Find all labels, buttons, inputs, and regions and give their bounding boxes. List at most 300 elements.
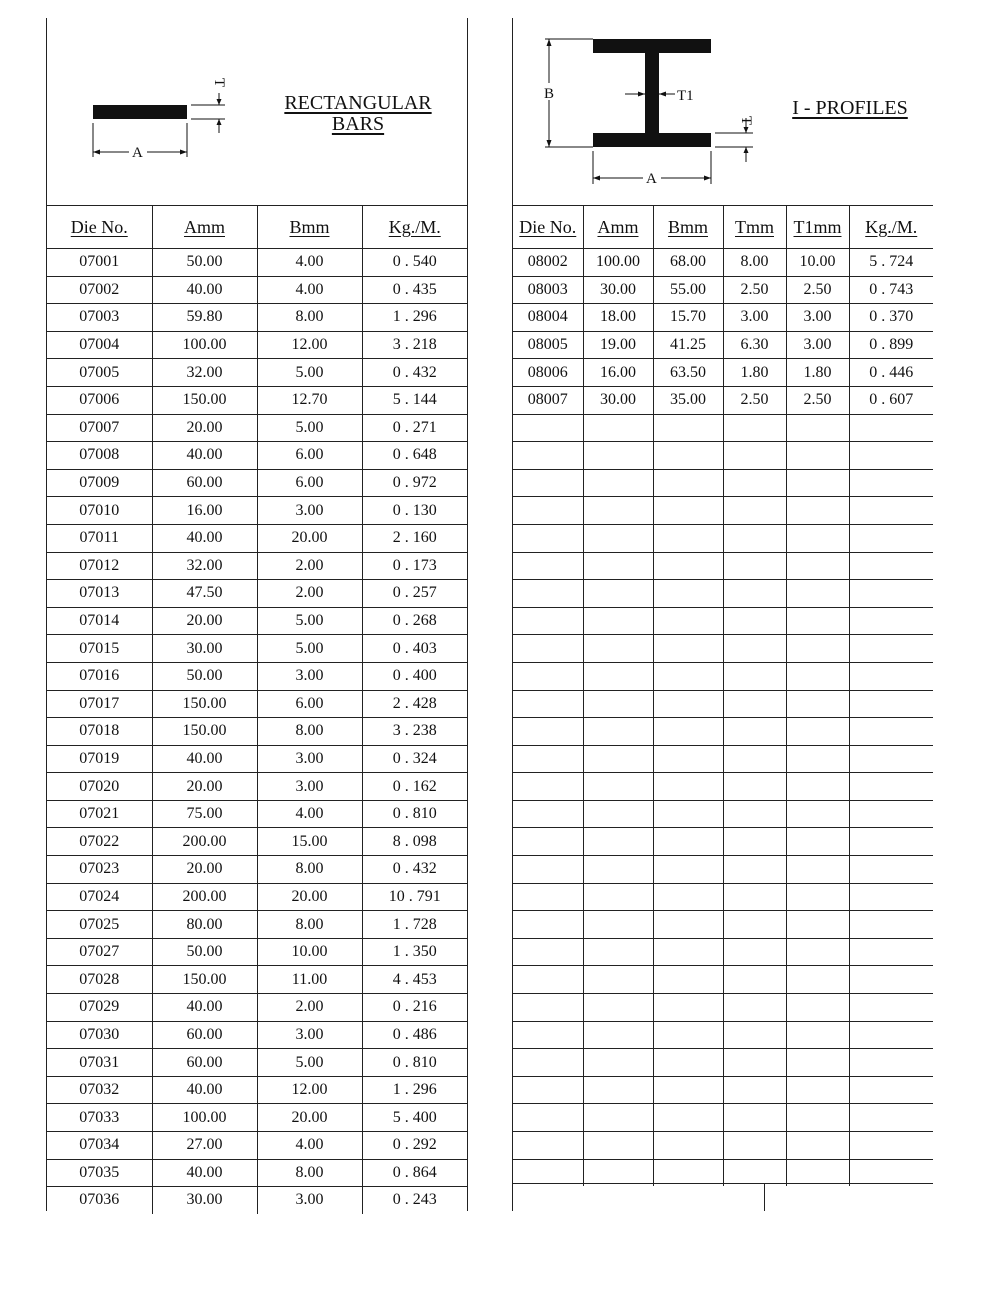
empty-cell (849, 938, 933, 966)
table-cell: 07033 (47, 1104, 152, 1132)
empty-row (513, 828, 933, 856)
table-cell: 16.00 (583, 359, 653, 387)
empty-cell (849, 469, 933, 497)
empty-row (513, 773, 933, 801)
i-profiles-panel (512, 18, 933, 1211)
table-row (47, 690, 467, 718)
table-cell: 8.00 (257, 1159, 362, 1187)
empty-cell (786, 1076, 849, 1104)
table-cell: 18.00 (583, 304, 653, 332)
empty-cell (723, 883, 786, 911)
table-row (47, 386, 467, 414)
empty-cell (583, 580, 653, 608)
empty-cell (723, 938, 786, 966)
empty-cell (723, 497, 786, 525)
table-row (47, 1132, 467, 1160)
table-cell: 55.00 (653, 276, 723, 304)
dim-label-t1: T1 (677, 88, 694, 104)
table-cell: 40.00 (152, 442, 257, 470)
table-cell: 07015 (47, 635, 152, 663)
table-cell: 6.00 (257, 690, 362, 718)
empty-cell (653, 414, 723, 442)
empty-cell (583, 1049, 653, 1077)
table-cell: 30.00 (583, 276, 653, 304)
column-header: Die No. (47, 206, 152, 249)
table-cell: 07020 (47, 773, 152, 801)
empty-cell (723, 1132, 786, 1160)
dim-label-t: T (211, 78, 227, 88)
column-header: Amm (583, 206, 653, 249)
empty-cell (786, 497, 849, 525)
table-cell: 3.00 (257, 773, 362, 801)
empty-cell (583, 635, 653, 663)
empty-cell (583, 552, 653, 580)
table-row (47, 1159, 467, 1187)
table-cell: 60.00 (152, 1049, 257, 1077)
table-cell: 20.00 (152, 773, 257, 801)
table-cell: 50.00 (152, 662, 257, 690)
table-cell: 0 . 173 (362, 552, 467, 580)
empty-cell (786, 1049, 849, 1077)
table-cell: 8.00 (723, 249, 786, 277)
table-cell: 3 . 218 (362, 331, 467, 359)
empty-cell (786, 856, 849, 884)
empty-cell (786, 690, 849, 718)
table-cell: 20.00 (152, 856, 257, 884)
table-cell: 0 . 743 (849, 276, 933, 304)
table-cell: 100.00 (152, 1104, 257, 1132)
table-row (47, 966, 467, 994)
table-cell: 27.00 (152, 1132, 257, 1160)
empty-cell (583, 828, 653, 856)
table-row (47, 469, 467, 497)
empty-cell (723, 662, 786, 690)
empty-cell (653, 662, 723, 690)
table-cell: 2.50 (786, 386, 849, 414)
table-cell: 30.00 (152, 1187, 257, 1214)
empty-cell (786, 883, 849, 911)
empty-cell (583, 1132, 653, 1160)
empty-row (513, 442, 933, 470)
table-row (47, 331, 467, 359)
table-cell: 35.00 (653, 386, 723, 414)
title-line1: RECTANGULAR (284, 92, 432, 114)
table-cell: 20.00 (257, 883, 362, 911)
table-cell: 0 . 435 (362, 276, 467, 304)
table-row (47, 1049, 467, 1077)
table-cell: 3.00 (257, 662, 362, 690)
empty-cell (786, 607, 849, 635)
table-cell: 5 . 724 (849, 249, 933, 277)
table-row (513, 304, 933, 332)
empty-row (513, 966, 933, 994)
empty-cell (653, 966, 723, 994)
table-cell: 1 . 296 (362, 304, 467, 332)
empty-cell (786, 828, 849, 856)
empty-cell (723, 994, 786, 1022)
table-cell: 3.00 (257, 1021, 362, 1049)
table-row (513, 331, 933, 359)
table-cell: 08002 (513, 249, 583, 277)
table-cell: 07035 (47, 1159, 152, 1187)
empty-cell (849, 911, 933, 939)
table-cell: 07002 (47, 276, 152, 304)
table-cell: 07007 (47, 414, 152, 442)
table-cell: 0 . 216 (362, 994, 467, 1022)
table-cell: 07012 (47, 552, 152, 580)
table-row (47, 276, 467, 304)
table-cell: 40.00 (152, 1076, 257, 1104)
table-cell: 59.80 (152, 304, 257, 332)
table-cell: 0 . 810 (362, 1049, 467, 1077)
empty-cell (583, 690, 653, 718)
empty-cell (583, 718, 653, 746)
table-cell: 07009 (47, 469, 152, 497)
table-cell: 30.00 (583, 386, 653, 414)
table-cell: 2.00 (257, 994, 362, 1022)
table-row (47, 938, 467, 966)
table-cell: 200.00 (152, 883, 257, 911)
empty-cell (513, 966, 583, 994)
table-cell: 0 . 648 (362, 442, 467, 470)
table-cell: 3.00 (257, 745, 362, 773)
empty-cell (723, 718, 786, 746)
empty-cell (723, 800, 786, 828)
table-row (513, 386, 933, 414)
empty-cell (513, 911, 583, 939)
empty-cell (723, 524, 786, 552)
empty-cell (653, 1104, 723, 1132)
empty-row (513, 607, 933, 635)
table-row (513, 276, 933, 304)
empty-cell (849, 580, 933, 608)
table-row (47, 580, 467, 608)
table-cell: 2.00 (257, 580, 362, 608)
empty-cell (723, 414, 786, 442)
empty-cell (653, 938, 723, 966)
table-cell: 07031 (47, 1049, 152, 1077)
table-row (513, 249, 933, 277)
empty-cell (786, 469, 849, 497)
table-cell: 0 . 446 (849, 359, 933, 387)
table-cell: 19.00 (583, 331, 653, 359)
table-cell: 40.00 (152, 524, 257, 552)
empty-row (513, 497, 933, 525)
table-cell: 4.00 (257, 249, 362, 277)
empty-cell (723, 966, 786, 994)
table-row (47, 1076, 467, 1104)
table-cell: 3.00 (723, 304, 786, 332)
table-cell: 07016 (47, 662, 152, 690)
table-cell: 0 . 162 (362, 773, 467, 801)
empty-cell (583, 662, 653, 690)
table-cell: 1 . 350 (362, 938, 467, 966)
empty-cell (786, 994, 849, 1022)
empty-row (513, 524, 933, 552)
rectangular-bars-panel (46, 18, 468, 1211)
empty-cell (583, 414, 653, 442)
table-cell: 40.00 (152, 276, 257, 304)
empty-cell (513, 828, 583, 856)
empty-cell (583, 994, 653, 1022)
empty-cell (849, 718, 933, 746)
table-cell: 50.00 (152, 249, 257, 277)
empty-cell (723, 607, 786, 635)
table-cell: 6.00 (257, 442, 362, 470)
empty-row (513, 662, 933, 690)
empty-cell (513, 442, 583, 470)
table-cell: 32.00 (152, 552, 257, 580)
table-cell: 20.00 (152, 414, 257, 442)
empty-cell (583, 966, 653, 994)
table-cell: 16.00 (152, 497, 257, 525)
table-cell: 1.80 (723, 359, 786, 387)
empty-cell (583, 524, 653, 552)
table-cell: 07017 (47, 690, 152, 718)
empty-cell (786, 442, 849, 470)
table-cell: 8.00 (257, 856, 362, 884)
table-cell: 08007 (513, 386, 583, 414)
empty-cell (849, 497, 933, 525)
empty-row (513, 1021, 933, 1049)
dim-label-a: A (132, 145, 143, 161)
empty-cell (786, 1132, 849, 1160)
column-header: Bmm (653, 206, 723, 249)
table-cell: 1 . 296 (362, 1076, 467, 1104)
empty-cell (723, 552, 786, 580)
table-cell: 07024 (47, 883, 152, 911)
column-header: Tmm (723, 206, 786, 249)
column-header: T1mm (786, 206, 849, 249)
table-cell: 07029 (47, 994, 152, 1022)
table-cell: 75.00 (152, 800, 257, 828)
empty-cell (513, 800, 583, 828)
empty-cell (513, 1021, 583, 1049)
empty-cell (653, 690, 723, 718)
empty-cell (786, 635, 849, 663)
table-cell: 30.00 (152, 635, 257, 663)
empty-cell (723, 469, 786, 497)
table-cell: 07005 (47, 359, 152, 387)
table-cell: 0 . 607 (849, 386, 933, 414)
table-row (47, 718, 467, 746)
table-cell: 0 . 972 (362, 469, 467, 497)
column-header: Kg./M. (849, 206, 933, 249)
i-profile-diagram (541, 28, 761, 198)
table-cell: 07014 (47, 607, 152, 635)
empty-cell (723, 773, 786, 801)
empty-cell (849, 1049, 933, 1077)
empty-cell (513, 883, 583, 911)
empty-cell (849, 662, 933, 690)
empty-cell (513, 1132, 583, 1160)
table-row (47, 911, 467, 939)
empty-cell (849, 1132, 933, 1160)
empty-row (513, 800, 933, 828)
table-cell: 07004 (47, 331, 152, 359)
column-header: Die No. (513, 206, 583, 249)
empty-cell (786, 745, 849, 773)
title-line2: BARS (331, 113, 385, 135)
empty-cell (653, 607, 723, 635)
empty-cell (653, 442, 723, 470)
empty-row (513, 469, 933, 497)
table-cell: 0 . 257 (362, 580, 467, 608)
empty-cell (513, 414, 583, 442)
table-row (47, 552, 467, 580)
empty-cell (849, 994, 933, 1022)
table-row (47, 1021, 467, 1049)
empty-cell (723, 828, 786, 856)
empty-cell (583, 1076, 653, 1104)
table-row (47, 442, 467, 470)
table-cell: 20.00 (257, 524, 362, 552)
empty-cell (849, 800, 933, 828)
empty-cell (583, 607, 653, 635)
empty-cell (786, 773, 849, 801)
table-cell: 0 . 432 (362, 359, 467, 387)
empty-cell (653, 718, 723, 746)
empty-cell (653, 994, 723, 1022)
table-cell: 07006 (47, 386, 152, 414)
table-cell: 12.00 (257, 331, 362, 359)
empty-cell (583, 745, 653, 773)
table-cell: 68.00 (653, 249, 723, 277)
table-row (47, 1104, 467, 1132)
table-cell: 2.50 (723, 386, 786, 414)
empty-cell (786, 524, 849, 552)
empty-cell (513, 580, 583, 608)
table-cell: 0 . 370 (849, 304, 933, 332)
empty-row (513, 1049, 933, 1077)
empty-cell (583, 883, 653, 911)
table-row (47, 607, 467, 635)
table-cell: 20.00 (152, 607, 257, 635)
table-cell: 08004 (513, 304, 583, 332)
empty-row (513, 718, 933, 746)
table-row (47, 800, 467, 828)
empty-row (513, 883, 933, 911)
empty-cell (513, 994, 583, 1022)
empty-row (513, 745, 933, 773)
table-cell: 0 . 403 (362, 635, 467, 663)
table-cell: 60.00 (152, 469, 257, 497)
empty-row (513, 552, 933, 580)
table-cell: 12.70 (257, 386, 362, 414)
empty-cell (513, 524, 583, 552)
empty-row (513, 938, 933, 966)
table-cell: 5.00 (257, 414, 362, 442)
empty-cell (786, 414, 849, 442)
empty-cell (513, 662, 583, 690)
empty-cell (583, 497, 653, 525)
table-cell: 0 . 864 (362, 1159, 467, 1187)
empty-cell (849, 883, 933, 911)
table-cell: 07018 (47, 718, 152, 746)
empty-cell (513, 1104, 583, 1132)
table-cell: 11.00 (257, 966, 362, 994)
empty-cell (653, 911, 723, 939)
table-cell: 07010 (47, 497, 152, 525)
table-cell: 8 . 098 (362, 828, 467, 856)
empty-cell (723, 1049, 786, 1077)
empty-cell (653, 856, 723, 884)
table-row (47, 883, 467, 911)
table-cell: 12.00 (257, 1076, 362, 1104)
table-cell: 0 . 292 (362, 1132, 467, 1160)
table-row (47, 304, 467, 332)
i-profiles-title: I - PROFILES (792, 97, 908, 119)
empty-row (513, 414, 933, 442)
table-cell: 0 . 324 (362, 745, 467, 773)
empty-cell (849, 524, 933, 552)
table-cell: 10.00 (786, 249, 849, 277)
empty-cell (513, 690, 583, 718)
empty-cell (786, 966, 849, 994)
table-cell: 4.00 (257, 800, 362, 828)
empty-cell (653, 552, 723, 580)
empty-cell (513, 497, 583, 525)
rectangular-bar-diagram (87, 73, 237, 183)
table-cell: 10.00 (257, 938, 362, 966)
table-cell: 15.70 (653, 304, 723, 332)
empty-cell (786, 938, 849, 966)
table-cell: 07023 (47, 856, 152, 884)
table-cell: 4.00 (257, 1132, 362, 1160)
table-cell: 60.00 (152, 1021, 257, 1049)
empty-cell (513, 1049, 583, 1077)
empty-cell (849, 1021, 933, 1049)
dim-label-b: B (544, 86, 555, 102)
table-cell: 40.00 (152, 1159, 257, 1187)
table-cell: 07019 (47, 745, 152, 773)
empty-cell (723, 690, 786, 718)
empty-cell (653, 1049, 723, 1077)
empty-cell (849, 1104, 933, 1132)
table-cell: 80.00 (152, 911, 257, 939)
table-cell: 2 . 428 (362, 690, 467, 718)
table-cell: 32.00 (152, 359, 257, 387)
table-cell: 07025 (47, 911, 152, 939)
table-cell: 10 . 791 (362, 883, 467, 911)
empty-cell (786, 580, 849, 608)
table-cell: 0 . 540 (362, 249, 467, 277)
table-cell: 07008 (47, 442, 152, 470)
table-cell: 07021 (47, 800, 152, 828)
table-cell: 5.00 (257, 607, 362, 635)
empty-cell (513, 856, 583, 884)
empty-cell (849, 690, 933, 718)
table-cell: 3.00 (257, 497, 362, 525)
empty-cell (583, 856, 653, 884)
table-cell: 150.00 (152, 966, 257, 994)
empty-cell (849, 635, 933, 663)
table-row (47, 994, 467, 1022)
empty-cell (513, 552, 583, 580)
empty-cell (653, 469, 723, 497)
table-cell: 3 . 238 (362, 718, 467, 746)
table-row (47, 249, 467, 277)
table-cell: 07022 (47, 828, 152, 856)
rectangular-bars-table (47, 206, 467, 1214)
empty-cell (723, 1104, 786, 1132)
empty-row (513, 1104, 933, 1132)
empty-cell (786, 1021, 849, 1049)
empty-row (513, 856, 933, 884)
table-cell: 0 . 810 (362, 800, 467, 828)
table-cell: 0 . 243 (362, 1187, 467, 1214)
table-cell: 1 . 728 (362, 911, 467, 939)
